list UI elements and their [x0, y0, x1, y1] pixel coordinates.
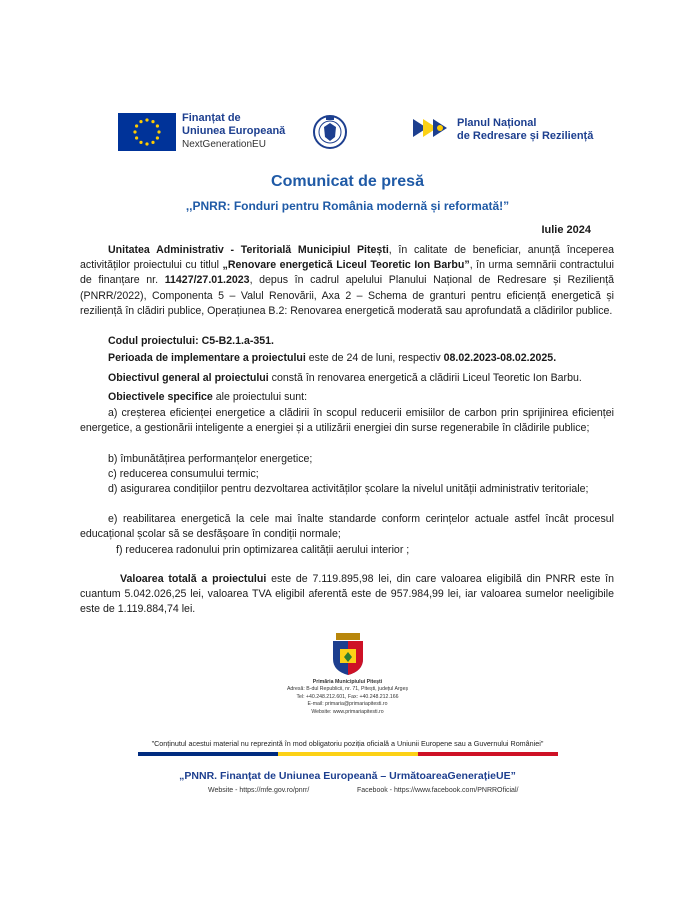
objective-item-a: a) creșterea eficienței energetice a clădirii în scopul reducerii emisiilor de carbon prin sprijinirea eficienței energetice, a gestionării inteligente a energiei și a utilizării energiei din surse regenerabile în clădirile publice; — [80, 407, 614, 435]
contact-address: Adresă: B-dul Republicii, nr. 71, Pitești, județul Argeș — [286, 686, 409, 693]
objective-item-e: e) reabilitarea energetică la cele mai înalte standarde conform cerințelor actuale astfel încât procesul educațional școlar să se desfășoare în condiții normale; — [80, 513, 614, 541]
general-objective — [80, 371, 642, 386]
intro-text-2: , în urma semnării contractului de finanțare nr. — [80, 259, 614, 287]
specific-objectives-text: ale proiectului sunt: — [212, 391, 308, 403]
contact-email[interactable]: E-mail: primaria@primariapitesti.ro — [307, 701, 388, 708]
contact-name: Primăria Municipiului Pitești — [312, 679, 383, 685]
eu-funding-text — [182, 112, 285, 151]
band-yellow — [278, 752, 418, 756]
specific-objectives-label: Obiectivele specifice — [108, 391, 213, 403]
band-red — [418, 752, 558, 756]
period-label: Perioada de implementare a proiectului — [108, 352, 306, 364]
facebook-link[interactable]: Facebook - https://www.facebook.com/PNRROficial/ — [357, 787, 519, 794]
specific-objectives-intro — [80, 390, 642, 405]
eu-line-2: Uniunea Europeană — [182, 125, 286, 137]
pnrr-logo-icon — [413, 117, 451, 139]
period-value: 08.02.2023-08.02.2025. — [443, 352, 557, 364]
beneficiary-name: Unitatea Administrativ - Teritorială Municipiul Pitești — [108, 244, 389, 256]
project-code: Codul proiectului: C5-B2.1.a-351. — [108, 335, 274, 347]
objective-item-f: f) reducerea radonului prin optimizarea calității aerului interior ; — [116, 544, 410, 556]
disclaimer: "Conținutul acestui material nu reprezintă în mod obligatoriu poziția oficială a Uniunii Europene sau a Guvernului României" — [151, 739, 544, 748]
contract-number: 11427/27.01.2023 — [164, 274, 250, 287]
implementation-period — [80, 351, 642, 366]
page-title: Comunicat de presă — [271, 173, 424, 190]
contact-website[interactable]: Website: www.primariapitesti.ro — [311, 708, 384, 715]
government-crest-icon — [313, 113, 347, 151]
pnrr-line-2: de Redresare și Reziliență — [457, 130, 594, 142]
pnrr-line-1: Planul Național — [457, 117, 537, 129]
page-subtitle: ,,PNRR: Fonduri pentru România modernă și reformată!” — [185, 199, 510, 213]
objective-item-b: b) îmbunătățirea performanțelor energetice; — [108, 453, 313, 465]
release-date: Iulie 2024 — [541, 224, 591, 236]
project-value-label: Valoarea totală a proiectului — [120, 573, 267, 585]
contact-phone: Tel: +40.248.212.601, Fax: +40.248.212.166 — [296, 693, 399, 700]
tricolor-band — [138, 752, 558, 756]
pnrr-text — [457, 117, 593, 143]
general-objective-text: constă în renovarea energetică a clădirii Liceul Teoretic Ion Barbu. — [268, 372, 582, 384]
pitesti-coat-of-arms-icon — [330, 633, 366, 675]
objective-item-d: d) asigurarea condițiilor pentru dezvoltarea activităților școlare la nivelul unității administrativ teritoriale; — [108, 483, 589, 495]
project-value-text: este de 7.119.895,98 lei, din care valoarea eligibilă din PNRR este în cuantum 5.042.026,25 lei, valoarea TVA eligibil aferentă este de 957.984,99 lei, iar valoarea sumelor neeligibile este de 1.119.884,74 lei. — [80, 573, 614, 616]
general-objective-label: Obiectivul general al proiectului — [108, 372, 269, 384]
intro-text-3: , depus în cadrul apelului Planului Național de Redresare și Reziliență (PNRR/2022), Componenta 5 – Valul Renovării, Axa 2 – Schema de granturi pentru eficiență energetică și reziliență în clădiri publice, Operațiunea B.2: Renovarea energetică moderată sau aprofundată a clădirilor publice. — [80, 274, 614, 317]
slogan: „PNNR. Finanțat de Uniunea Europeană – UrmătoareaGenerațieUE” — [179, 770, 516, 782]
project-title: „Renovare energetică Liceul Teoretic Ion Barbu” — [222, 259, 470, 272]
eu-line-1: Finanțat de — [182, 112, 241, 124]
intro-text-1: , în calitate de beneficiar, anunță începerea activităților proiectului cu titlul — [80, 244, 614, 272]
contact-block — [0, 679, 695, 716]
band-blue — [138, 752, 278, 756]
eu-line-3: NextGenerationEU — [182, 139, 266, 150]
project-value-paragraph — [80, 572, 614, 618]
objective-item-c: c) reducerea consumului termic; — [108, 468, 259, 480]
intro-paragraph — [80, 243, 614, 319]
period-text: este de 24 de luni, respectiv — [305, 352, 444, 364]
eu-flag-logo — [118, 113, 176, 151]
website-link[interactable]: Website - https://mfe.gov.ro/pnrr/ — [208, 787, 310, 794]
